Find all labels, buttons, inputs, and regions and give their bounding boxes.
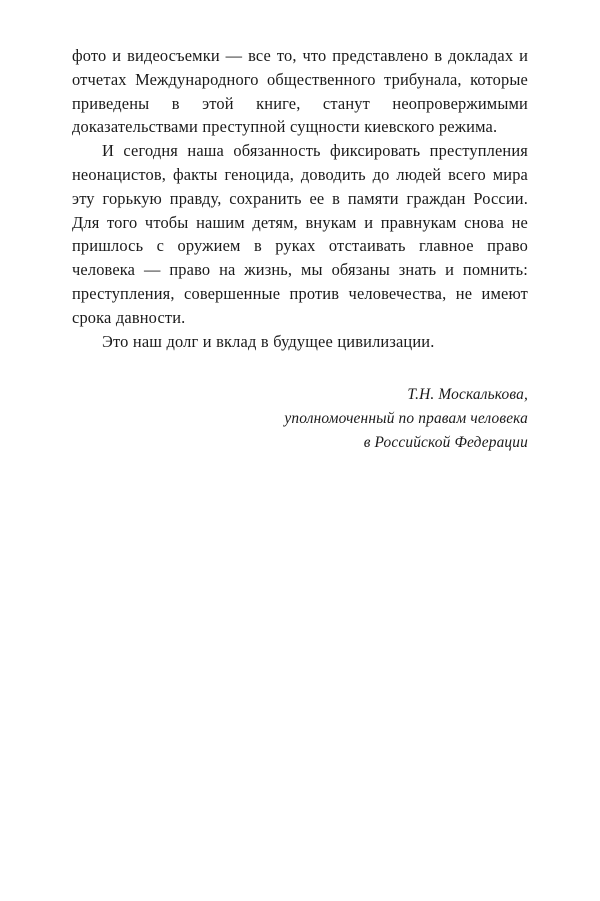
body-paragraph-2: И сегодня наша обязанность фиксировать преступления неонацистов, факты геноцида, доводить до людей всего мира эту горькую правду, сохранить ее в памяти граждан России. Для того чтобы нашим детям, внукам и правнукам снова не пришлось с оружием в руках отстаивать главное право человека — право на жизнь, мы обязаны знать и помнить: преступления, совершенные против человечества, не имеют срока давности.: [72, 141, 528, 327]
body-paragraph-3: Это наш долг и вклад в будущее цивилизации.: [102, 331, 435, 351]
document-text-block: [72, 44, 528, 455]
body-paragraph-1: фото и видеосъемки — все то, что представлено в докладах и отчетах Международного общественного трибунала, которые приведены в этой книге, станут неопровержимыми доказательствами преступной сущности киевского режима.: [72, 46, 528, 137]
signature-title-line-1: уполномоченный по правам человека: [284, 410, 528, 428]
signature-block: [72, 383, 528, 454]
signature-title-line-2: в Российской Федерации: [363, 433, 528, 451]
signature-author-name: Т.Н. Москалькова,: [407, 386, 528, 404]
